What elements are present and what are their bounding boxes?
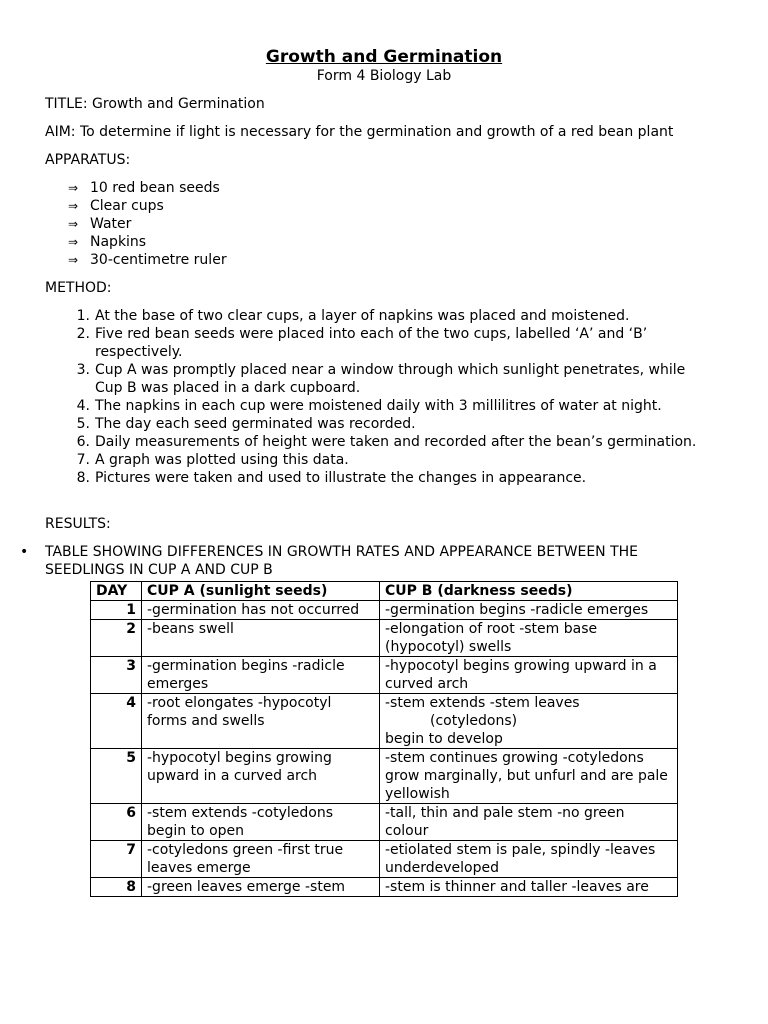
step-text: At the base of two clear cups, a layer of napkins was placed and moistened. [95,308,630,324]
day-cell: 4 [91,694,142,749]
apparatus-item: Water [90,216,132,232]
cup-b-cell: -stem continues growing -cotyledons grow marginally, but unfurl and are pale yellowish [380,749,678,804]
cup-a-cell: -root elongates -hypocotyl forms and swells [142,694,380,749]
method-heading: METHOD: [45,280,112,296]
day-cell: 7 [91,841,142,878]
table-header-row [91,582,678,601]
step-number: 6. [76,434,90,450]
step-number: 1. [76,308,90,324]
step-text: Daily measurements of height were taken and recorded after the bean’s germination. [95,434,697,450]
table-caption-bullet [0,543,708,579]
table-row [91,620,678,657]
cup-a-cell: -green leaves emerge -stem [142,878,380,897]
document-title: Growth and Germination [265,47,503,67]
column-header-cup-a: CUP A (sunlight seeds) [142,582,380,601]
list-item [68,233,768,251]
aim-paragraph: AIM: To determine if light is necessary for the germination and growth of a red bean plant [45,124,674,140]
list-item [68,215,768,233]
list-item [45,361,708,397]
list-item [68,251,768,269]
cup-b-cell: -etiolated stem is pale, spindly -leaves underdeveloped [380,841,678,878]
day-cell: 2 [91,620,142,657]
step-number: 7. [76,452,90,468]
step-number: 2. [76,326,90,342]
apparatus-heading: APPARATUS: [45,152,131,168]
results-table [90,581,678,897]
step-text: The day each seed germinated was recorded. [95,416,416,432]
cup-b-cell: -tall, thin and pale stem -no green colour [380,804,678,841]
step-number: 3. [76,362,90,378]
cup-b-cell: -stem is thinner and taller -leaves are [380,878,678,897]
apparatus-list [0,179,768,269]
cup-b-cell: -germination begins -radicle emerges [380,601,678,620]
arrow-icon: ⇒ [68,253,79,267]
table-row [91,694,678,749]
cup-b-line: -stem extends -stem leaves [385,695,580,711]
results-heading: RESULTS: [45,516,111,532]
step-text: Pictures were taken and used to illustrate the changes in appearance. [95,470,587,486]
list-item [45,433,708,451]
cup-b-line: begin to develop [385,731,503,747]
table-row [91,657,678,694]
list-item [45,307,708,325]
step-text: The napkins in each cup were moistened daily with 3 millilitres of water at night. [95,398,662,414]
cup-b-cell: -hypocotyl begins growing upward in a curved arch [380,657,678,694]
day-cell: 1 [91,601,142,620]
day-cell: 3 [91,657,142,694]
table-row [91,804,678,841]
list-item [68,179,768,197]
step-text: Cup A was promptly placed near a window through which sunlight penetrates, while Cup B was placed in a dark cupboard. [95,362,686,396]
apparatus-item: 30-centimetre ruler [90,252,227,268]
step-number: 4. [76,398,90,414]
step-number: 5. [76,416,90,432]
apparatus-item: Clear cups [90,198,164,214]
list-item [45,397,708,415]
list-item [45,451,708,469]
day-cell: 6 [91,804,142,841]
table-row [91,749,678,804]
list-item [45,469,708,487]
cup-a-cell: -beans swell [142,620,380,657]
cup-a-cell: -germination begins -radicle emerges [142,657,380,694]
document-subtitle: Form 4 Biology Lab [316,68,452,84]
bullet-icon: • [20,544,29,560]
arrow-icon: ⇒ [68,199,79,213]
list-item [68,197,768,215]
title-line: TITLE: Growth and Germination [45,96,265,112]
cup-a-cell: -cotyledons green -first true leaves emerge [142,841,380,878]
table-row [91,841,678,878]
list-item [45,415,708,433]
list-item [45,325,708,361]
cup-b-cell [380,694,678,749]
apparatus-item: 10 red bean seeds [90,180,220,196]
step-number: 8. [76,470,90,486]
day-cell: 8 [91,878,142,897]
table-row [91,601,678,620]
step-text: Five red bean seeds were placed into each of the two cups, labelled ‘A’ and ‘B’ respectively. [95,326,648,360]
arrow-icon: ⇒ [68,217,79,231]
table-row [91,878,678,897]
table-caption: TABLE SHOWING DIFFERENCES IN GROWTH RATES AND APPEARANCE BETWEEN THE SEEDLINGS IN CUP A AND CUP B [45,544,639,578]
arrow-icon: ⇒ [68,181,79,195]
arrow-icon: ⇒ [68,235,79,249]
cup-a-cell: -stem extends -cotyledons begin to open [142,804,380,841]
method-list [45,307,708,487]
cup-b-cell: -elongation of root -stem base (hypocotyl) swells [380,620,678,657]
cup-a-cell: -hypocotyl begins growing upward in a curved arch [142,749,380,804]
day-cell: 5 [91,749,142,804]
apparatus-item: Napkins [90,234,147,250]
column-header-day: DAY [91,582,142,601]
cup-a-cell: -germination has not occurred [142,601,380,620]
step-text: A graph was plotted using this data. [95,452,349,468]
column-header-cup-b: CUP B (darkness seeds) [380,582,678,601]
cup-b-line: (cotyledons) [430,713,518,729]
